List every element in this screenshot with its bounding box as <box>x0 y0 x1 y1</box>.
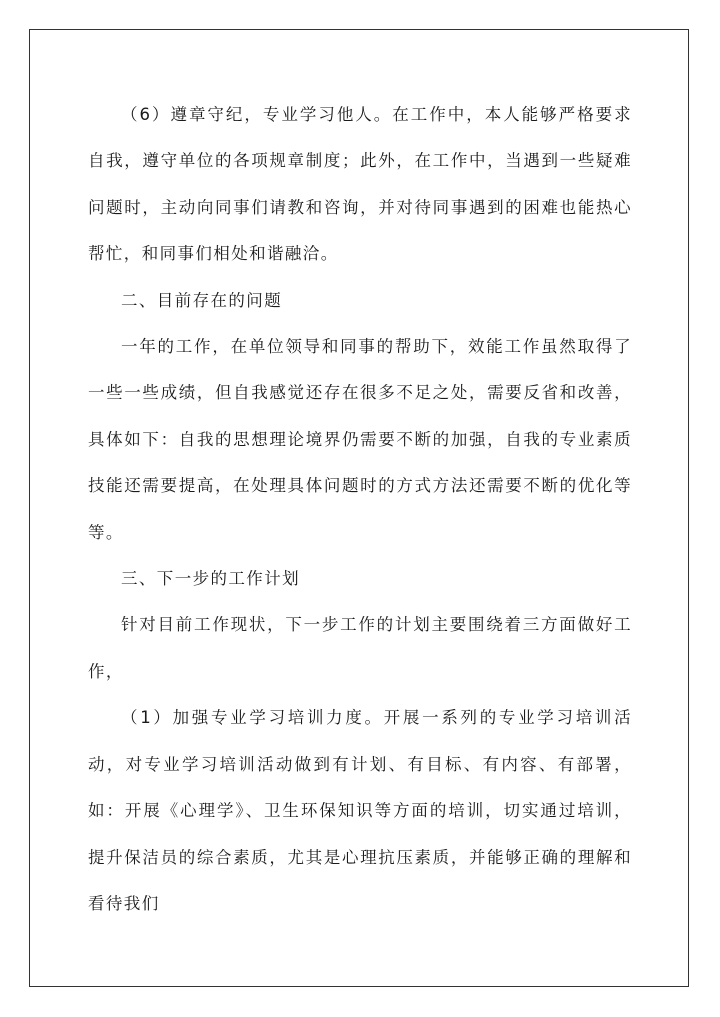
paragraph-problems: 一年的工作，在单位领导和同事的帮助下，效能工作虽然取得了一些一些成绩，但自我感觉还存在很多不足之处，需要反省和改善，具体如下：自我的思想理论境界仍需要不断的加强，自我的专业素质技能还需要提高，在处理具体问题时的方式方法还需要不断的优化等等。 <box>88 337 632 542</box>
paragraph-discipline: （6）遵章守纪，专业学习他人。在工作中，本人能够严格要求自我，遵守单位的各项规章制度；此外，在工作中，当遇到一些疑难问题时，主动向同事们请教和咨询，并对待同事遇到的困难也能热心帮忙，和同事们相处和谐融洽。 <box>88 105 632 264</box>
heading-next-plan: 三、下一步的工作计划 <box>121 569 300 589</box>
paragraph-plan-intro: 针对目前工作现状，下一步工作的计划主要围绕着三方面做好工作， <box>88 615 632 681</box>
paragraph-training: （1）加强专业学习培训力度。开展一系列的专业学习培训活动，对专业学习培训活动做到有计划、有目标、有内容、有部署，如：开展《心理学》、卫生环保知识等方面的培训，切实通过培训，提升保洁员的综合素质，尤其是心理抗压素质，并能够正确的理解和看待我们 <box>88 708 632 913</box>
heading-current-problems: 二、目前存在的问题 <box>121 290 283 310</box>
document-body <box>88 92 632 927</box>
